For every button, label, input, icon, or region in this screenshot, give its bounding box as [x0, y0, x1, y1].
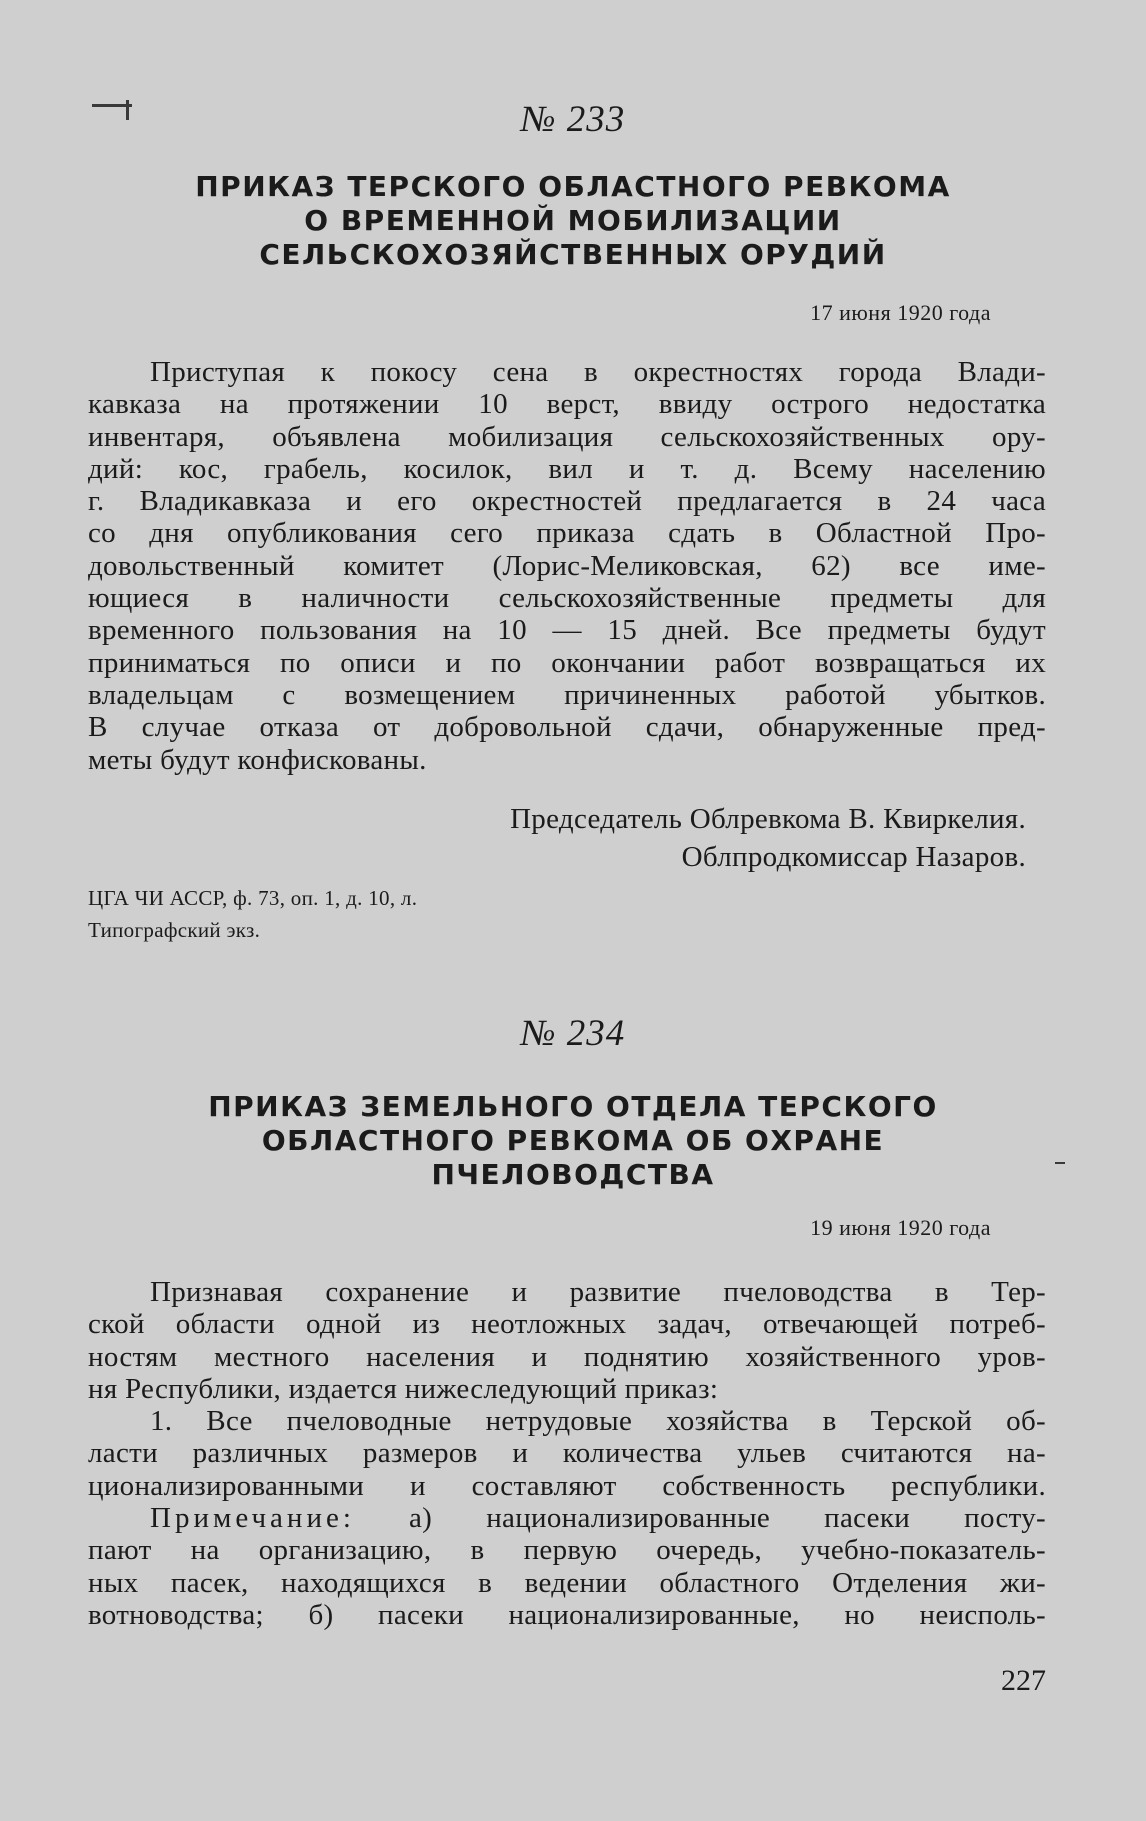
- note-label: Примечание:: [150, 1502, 355, 1535]
- body-line: 1. Все пчеловодные нетрудовые хозяйства в Терской об-: [150, 1405, 1046, 1438]
- body-line: временного пользования на 10 — 15 дней. Все предметы будут: [88, 614, 1046, 647]
- document-233-title-line: СЕЛЬСКОХОЗЯЙСТВЕННЫХ ОРУДИЙ: [259, 238, 887, 271]
- document-234-title-line: ПРИКАЗ ЗЕМЕЛЬНОГО ОТДЕЛА ТЕРСКОГО: [208, 1090, 938, 1123]
- body-line: ющиеся в наличности сельскохозяйственные предметы для: [88, 582, 1046, 615]
- body-line: инвентаря, объявлена мобилизация сельскохозяйственных ору-: [88, 420, 1046, 453]
- document-233-number: № 233: [520, 99, 626, 140]
- document-233-date: 17 июня 1920 года: [810, 300, 991, 325]
- body-line: ня Республики, издается нижеследующий приказ:: [88, 1372, 719, 1405]
- body-line: ционализированными и составляют собственность республики.: [88, 1469, 1046, 1502]
- document-234-title-line: ОБЛАСТНОГО РЕВКОМА ОБ ОХРАНЕ: [261, 1124, 885, 1157]
- body-line: довольственный комитет (Лорис-Меликовская, 62) все име-: [88, 549, 1046, 582]
- body-line: со дня опубликования сего приказа сдать в Областной Про-: [88, 517, 1046, 550]
- archive-line: ЦГА ЧИ АССР, ф. 73, оп. 1, д. 10, л.: [88, 886, 418, 910]
- page-number: 227: [1001, 1664, 1046, 1697]
- body-line: меты будут конфискованы.: [88, 743, 427, 776]
- signature-line: Облпродкомиссар Назаров.: [681, 841, 1026, 873]
- document-233-archive-reference: [88, 882, 417, 946]
- body-line: кавказа на протяжении 10 верст, ввиду острого недостатка: [88, 388, 1046, 421]
- document-234-number: № 234: [520, 1013, 626, 1054]
- body-line: Приступая к покосу сена в окрестностях города Влади-: [150, 356, 1046, 388]
- body-line: ской области одной из неотложных задач, отвечающей потреб-: [88, 1308, 1046, 1341]
- document-233-title: [120, 170, 1026, 272]
- note-line: [88, 1502, 1046, 1534]
- body-line: приниматься по описи и по окончании работ возвращаться их: [88, 646, 1046, 679]
- document-233-title-line: ПРИКАЗ ТЕРСКОГО ОБЛАСТНОГО РЕВКОМА: [195, 170, 951, 203]
- document-234-title-line: ПЧЕЛОВОДСТВА: [431, 1158, 715, 1191]
- signature-line: Председатель Облревкома В. Квиркелия.: [510, 803, 1026, 835]
- document-233-title-line: О ВРЕМЕННОЙ МОБИЛИЗАЦИИ: [304, 204, 842, 237]
- body-line: Признавая сохранение и развитие пчеловодства в Тер-: [150, 1276, 1046, 1308]
- print-speck: [1055, 1162, 1065, 1164]
- document-233-body: [88, 356, 1046, 776]
- body-line: В случае отказа от добровольной сдачи, обнаруженные пред-: [88, 711, 1046, 744]
- body-line: ностям местного населения и поднятию хозяйственного уров-: [88, 1340, 1046, 1373]
- note-text: а) национализированные пасеки посту-: [354, 1502, 1046, 1535]
- body-line: дий: кос, грабель, косилок, вил и т. д. Всему населению: [88, 452, 1046, 485]
- body-line: г. Владикавказа и его окрестностей предлагается в 24 часа: [88, 485, 1046, 518]
- document-234-body: [88, 1276, 1046, 1631]
- document-234-date: 19 июня 1920 года: [810, 1215, 991, 1240]
- body-line: владельцам с возмещением причиненных работой убытков.: [88, 678, 1046, 711]
- document-234-title: [120, 1090, 1026, 1192]
- body-line: пают на организацию, в первую очередь, учебно-показатель-: [88, 1534, 1046, 1567]
- body-line: ласти различных размеров и количества ульев считаются на-: [88, 1437, 1046, 1470]
- body-line: ных пасек, находящихся в ведении областного Отделения жи-: [88, 1566, 1046, 1599]
- body-line: вотноводства; б) пасеки национализированные, но неисполь-: [88, 1598, 1046, 1631]
- document-233-signatures: [510, 800, 1026, 876]
- archive-line: Типографский экз.: [88, 918, 261, 942]
